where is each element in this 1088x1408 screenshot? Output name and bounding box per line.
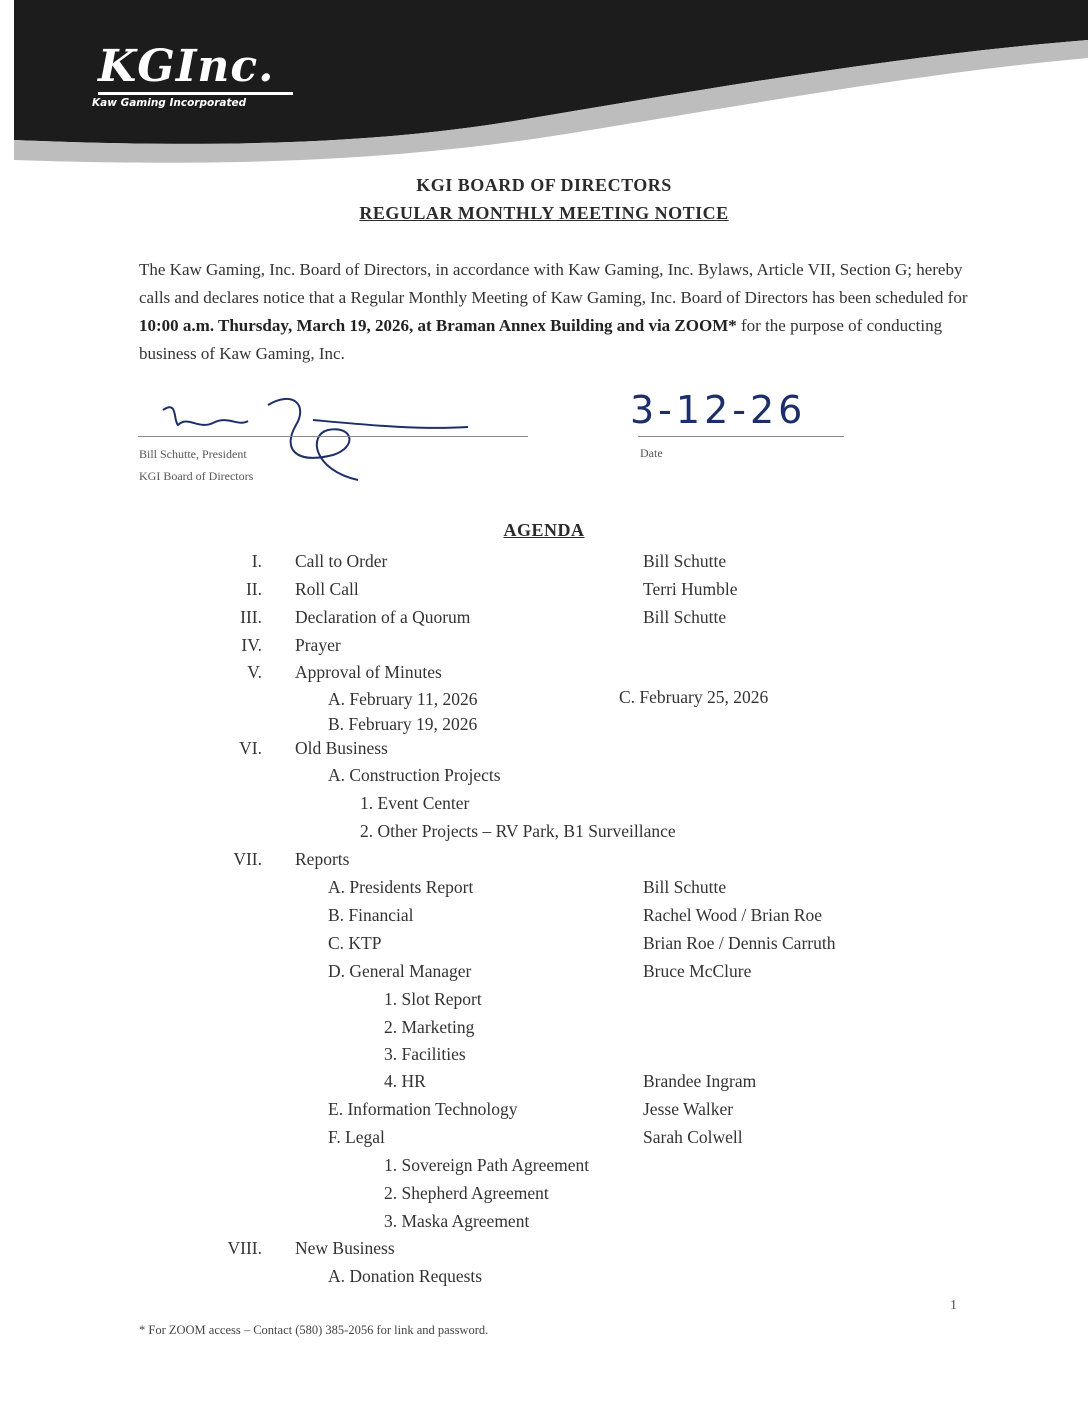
zoom-footnote: * For ZOOM access – Contact (580) 385-2056 for link and password. xyxy=(139,1323,489,1337)
agenda-subitem: A. Construction Projects xyxy=(328,765,501,785)
signer-name-title: Bill Schutte, President xyxy=(139,447,247,461)
agenda-num: VI. xyxy=(239,738,262,758)
agenda-subitem: 1. Sovereign Path Agreement xyxy=(384,1155,590,1175)
agenda-subitem: 1. Slot Report xyxy=(384,989,482,1009)
logo-brand: KGInc. xyxy=(98,41,275,92)
signer-org: KGI Board of Directors xyxy=(139,469,254,483)
logo-underline xyxy=(98,92,293,95)
agenda-subitem: E. Information Technology xyxy=(328,1099,518,1119)
agenda-subitem: F. Legal xyxy=(328,1127,385,1147)
agenda-presenter: Bill Schutte xyxy=(643,877,727,897)
agenda-item-call-to-order: Call to Order xyxy=(295,551,388,571)
heading-meeting-notice: REGULAR MONTHLY MEETING NOTICE xyxy=(359,203,729,223)
agenda-subitem: A. Presidents Report xyxy=(328,877,474,897)
date-line xyxy=(638,436,844,437)
signature-line xyxy=(138,436,528,437)
agenda-num: V. xyxy=(247,662,262,682)
agenda-presenter: Bill Schutte xyxy=(643,607,727,627)
agenda-num: I. xyxy=(251,551,262,571)
agenda-subitem: B. February 19, 2026 xyxy=(328,714,478,734)
agenda-presenter: Jesse Walker xyxy=(643,1099,734,1119)
agenda-subitem: C. KTP xyxy=(328,933,382,953)
agenda-subitem: D. General Manager xyxy=(328,961,472,981)
intro-meeting-details: 10:00 a.m. Thursday, March 19, 2026, at Braman Annex Building and via ZOOM* xyxy=(139,316,737,335)
intro-text-2: for the purpose of conducting business of Kaw Gaming, Inc. xyxy=(139,316,943,363)
page-number: 1 xyxy=(950,1298,957,1313)
agenda-subitem: 4. HR xyxy=(384,1071,426,1091)
agenda-item-old-business: Old Business xyxy=(295,738,388,758)
agenda-item-reports: Reports xyxy=(295,849,350,869)
heading-board: KGI BOARD OF DIRECTORS xyxy=(416,175,672,195)
agenda-presenter: Brandee Ingram xyxy=(643,1071,757,1091)
agenda-subitem: 2. Marketing xyxy=(384,1017,475,1037)
handwritten-date: 3-12-26 xyxy=(630,388,807,432)
agenda-presenter: Bruce McClure xyxy=(643,961,752,981)
intro-text-1: The Kaw Gaming, Inc. Board of Directors, in accordance with Kaw Gaming, Inc. Bylaws, Article VII, Section G; hereby calls and declares notice that a Regular Monthly Meeting of Kaw Gaming, Inc. Board of Directors has been scheduled for xyxy=(139,260,968,307)
agenda-subitem: 1. Event Center xyxy=(360,793,470,813)
agenda-num: VII. xyxy=(233,849,262,869)
agenda-title: AGENDA xyxy=(503,520,585,540)
agenda-subitem: 3. Maska Agreement xyxy=(384,1211,530,1231)
intro-paragraph xyxy=(139,256,969,368)
agenda-subitem: 2. Other Projects – RV Park, B1 Surveillance xyxy=(360,821,676,841)
agenda-subitem: 3. Facilities xyxy=(384,1044,466,1064)
agenda-item-prayer: Prayer xyxy=(295,635,341,655)
agenda-presenter: Brian Roe / Dennis Carruth xyxy=(643,933,836,953)
agenda-num: III. xyxy=(240,607,262,627)
logo-tagline: Kaw Gaming Incorporated xyxy=(92,97,247,109)
agenda-item-quorum: Declaration of a Quorum xyxy=(295,607,471,627)
agenda-subitem: B. Financial xyxy=(328,905,414,925)
agenda-subitem: 2. Shepherd Agreement xyxy=(384,1183,549,1203)
agenda-presenter: Bill Schutte xyxy=(643,551,727,571)
agenda-item-roll-call: Roll Call xyxy=(295,579,359,599)
company-logo xyxy=(92,41,293,109)
date-label: Date xyxy=(640,446,663,460)
agenda-presenter: Rachel Wood / Brian Roe xyxy=(643,905,823,925)
agenda-item-approval-minutes: Approval of Minutes xyxy=(295,662,442,682)
agenda-num: II. xyxy=(245,579,262,599)
agenda-subitem: A. Donation Requests xyxy=(328,1266,483,1286)
agenda-num: VIII. xyxy=(227,1238,262,1258)
agenda-presenter: Terri Humble xyxy=(643,579,738,599)
agenda-subitem: A. February 11, 2026 xyxy=(328,689,478,709)
agenda-presenter: Sarah Colwell xyxy=(643,1127,743,1147)
agenda-item-new-business: New Business xyxy=(295,1238,395,1258)
agenda-subitem: C. February 25, 2026 xyxy=(619,687,769,707)
agenda-num: IV. xyxy=(241,635,262,655)
